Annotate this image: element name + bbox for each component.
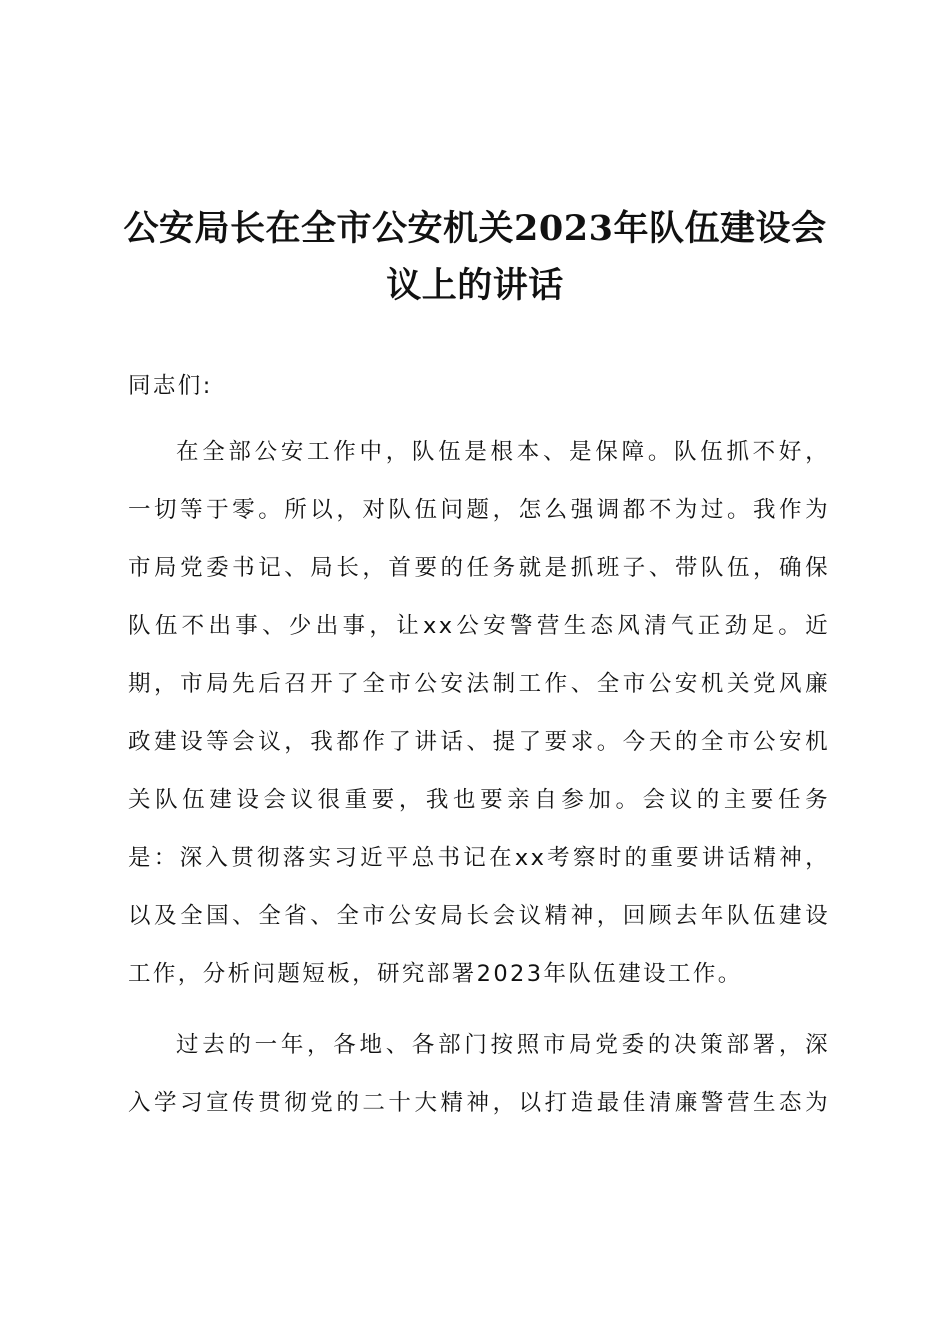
greeting: 同志们:: [128, 373, 213, 399]
paragraph: [128, 423, 830, 1003]
paragraph-line: 市局党委书记、局长，首要的任务就是抓班子、带队伍，确保: [128, 555, 830, 581]
paragraph-line: 以及全国、全省、全市公安局长会议精神，回顾去年队伍建设: [128, 903, 830, 929]
paragraph-line: 是：深入贯彻落实习近平总书记在xx考察时的重要讲话精神，: [128, 845, 830, 871]
paragraph: [128, 1016, 830, 1132]
paragraph-line: 期，市局先后召开了全市公安法制工作、全市公安机关党风廉: [128, 671, 830, 697]
title-line: 公安局长在全市公安机关2023年队伍建设会: [123, 208, 827, 249]
paragraph-line: 队伍不出事、少出事，让xx公安警营生态风清气正劲足。近: [128, 613, 830, 639]
paragraph-line: 过去的一年，各地、各部门按照市局党委的决策部署，深: [176, 1032, 830, 1058]
paragraph-line: 政建设等会议，我都作了讲话、提了要求。今天的全市公安机: [128, 729, 830, 755]
document-title: [110, 200, 840, 314]
paragraph-line: 一切等于零。所以，对队伍问题，怎么强调都不为过。我作为: [128, 497, 830, 523]
paragraph-line: 入学习宣传贯彻党的二十大精神，以打造最佳清廉警营生态为: [128, 1090, 830, 1116]
title-line: 议上的讲话: [386, 265, 564, 306]
paragraph-line: 关队伍建设会议很重要，我也要亲自参加。会议的主要任务: [128, 787, 830, 813]
paragraph-line: 在全部公安工作中，队伍是根本、是保障。队伍抓不好，: [176, 439, 830, 465]
paragraph-line: 工作，分析问题短板，研究部署2023年队伍建设工作。: [128, 961, 743, 987]
